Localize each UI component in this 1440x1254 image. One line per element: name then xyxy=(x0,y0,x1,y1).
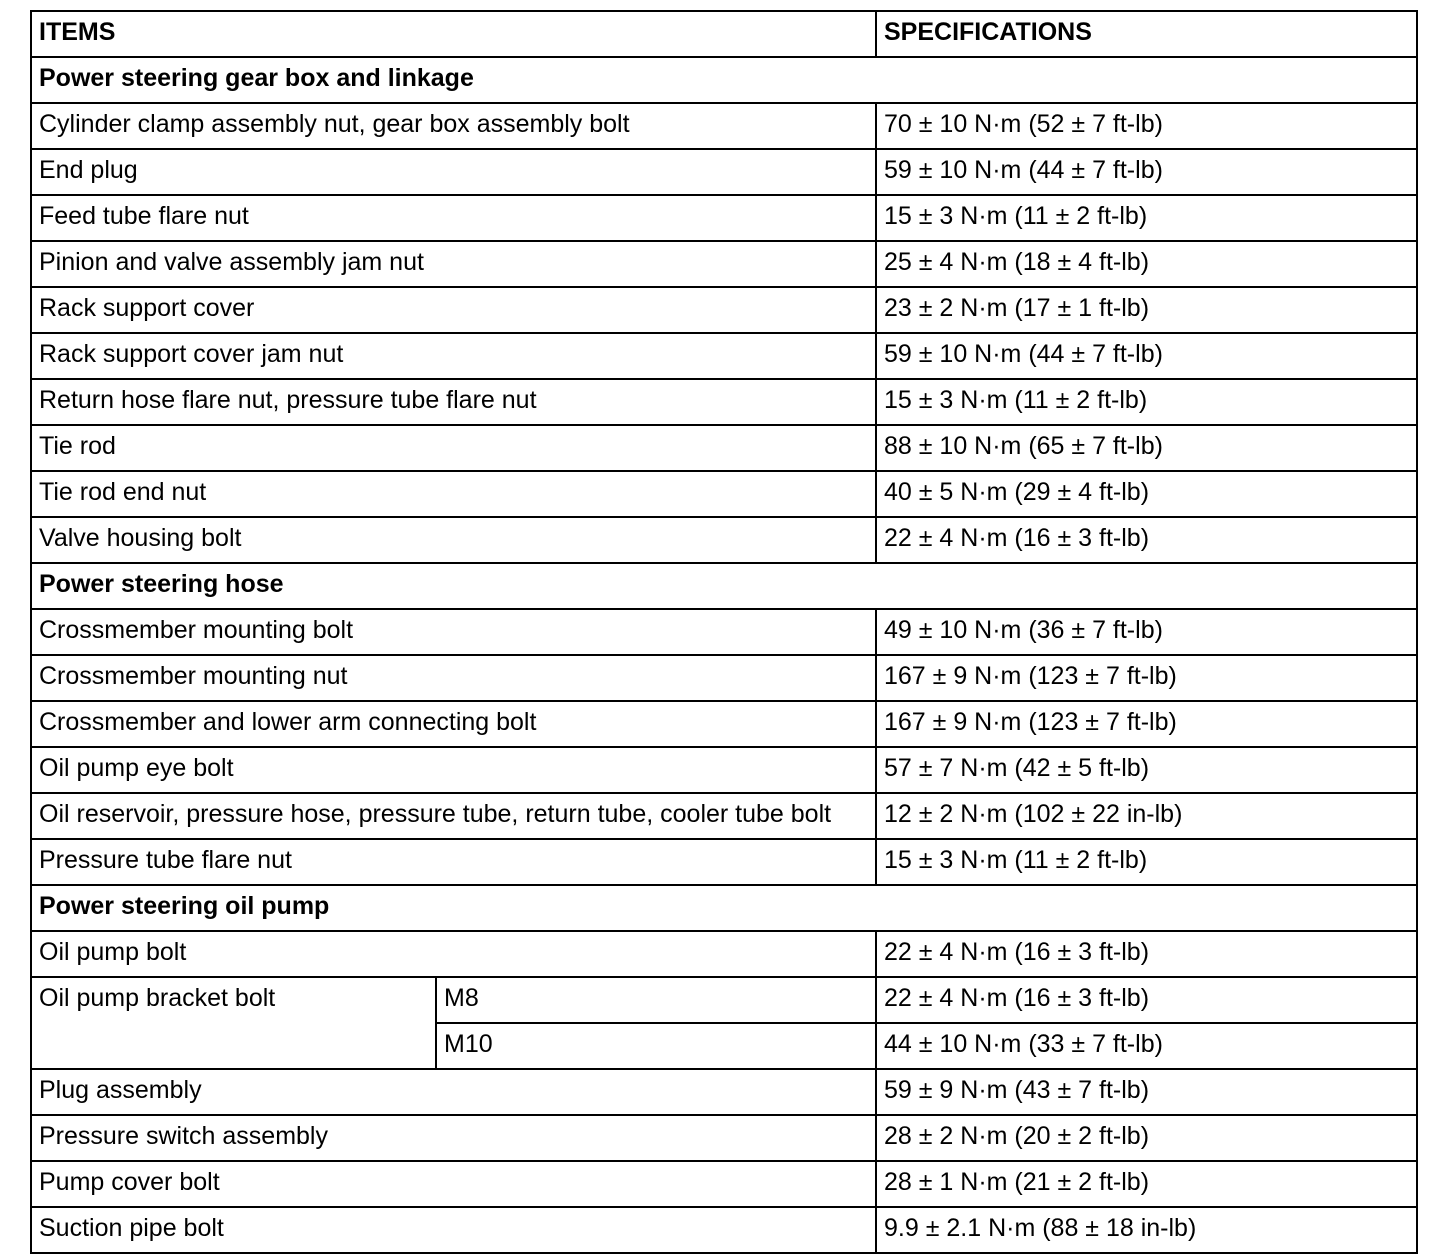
items-header: ITEMS xyxy=(31,11,876,57)
item-cell: Pressure switch assembly xyxy=(31,1115,876,1161)
item-cell: Suction pipe bolt xyxy=(31,1207,876,1253)
item-cell: Pump cover bolt xyxy=(31,1161,876,1207)
item-cell: Feed tube flare nut xyxy=(31,195,876,241)
table-row xyxy=(31,241,1417,287)
item-cell: Return hose flare nut, pressure tube flare nut xyxy=(31,379,876,425)
item-cell: Cylinder clamp assembly nut, gear box assembly bolt xyxy=(31,103,876,149)
table-row xyxy=(31,701,1417,747)
spec-cell: 88 ± 10 N·m (65 ± 7 ft-lb) xyxy=(876,425,1417,471)
spec-cell: 15 ± 3 N·m (11 ± 2 ft-lb) xyxy=(876,379,1417,425)
table-row xyxy=(31,1069,1417,1115)
specifications-header: SPECIFICATIONS xyxy=(876,11,1417,57)
item-cell: Valve housing bolt xyxy=(31,517,876,563)
item-cell: Tie rod end nut xyxy=(31,471,876,517)
spec-cell: 25 ± 4 N·m (18 ± 4 ft-lb) xyxy=(876,241,1417,287)
spec-cell: 49 ± 10 N·m (36 ± 7 ft-lb) xyxy=(876,609,1417,655)
table-row xyxy=(31,1115,1417,1161)
table-body xyxy=(31,11,1417,1253)
spec-cell: 44 ± 10 N·m (33 ± 7 ft-lb) xyxy=(876,1023,1417,1069)
size-cell: M10 xyxy=(436,1023,876,1069)
spec-cell: 59 ± 10 N·m (44 ± 7 ft-lb) xyxy=(876,149,1417,195)
table-row xyxy=(31,931,1417,977)
spec-cell: 15 ± 3 N·m (11 ± 2 ft-lb) xyxy=(876,839,1417,885)
item-cell: Oil pump eye bolt xyxy=(31,747,876,793)
section-title: Power steering oil pump xyxy=(31,885,1417,931)
spec-cell: 167 ± 9 N·m (123 ± 7 ft-lb) xyxy=(876,701,1417,747)
section-title: Power steering gear box and linkage xyxy=(31,57,1417,103)
table-row xyxy=(31,517,1417,563)
torque-spec-table xyxy=(30,10,1418,1254)
item-cell: Crossmember and lower arm connecting bolt xyxy=(31,701,876,747)
spec-cell: 28 ± 1 N·m (21 ± 2 ft-lb) xyxy=(876,1161,1417,1207)
table-row xyxy=(31,609,1417,655)
table-row xyxy=(31,1161,1417,1207)
spec-cell: 70 ± 10 N·m (52 ± 7 ft-lb) xyxy=(876,103,1417,149)
item-cell: Crossmember mounting nut xyxy=(31,655,876,701)
spec-cell: 40 ± 5 N·m (29 ± 4 ft-lb) xyxy=(876,471,1417,517)
spec-cell: 28 ± 2 N·m (20 ± 2 ft-lb) xyxy=(876,1115,1417,1161)
item-cell: Pressure tube flare nut xyxy=(31,839,876,885)
spec-cell: 22 ± 4 N·m (16 ± 3 ft-lb) xyxy=(876,517,1417,563)
table-row xyxy=(31,333,1417,379)
spec-cell: 59 ± 9 N·m (43 ± 7 ft-lb) xyxy=(876,1069,1417,1115)
spec-cell: 22 ± 4 N·m (16 ± 3 ft-lb) xyxy=(876,977,1417,1023)
item-cell: Oil pump bracket bolt xyxy=(31,977,436,1069)
item-cell: Rack support cover jam nut xyxy=(31,333,876,379)
item-cell: End plug xyxy=(31,149,876,195)
table-row xyxy=(31,839,1417,885)
spec-cell: 167 ± 9 N·m (123 ± 7 ft-lb) xyxy=(876,655,1417,701)
table-row xyxy=(31,1207,1417,1253)
item-cell: Oil pump bolt xyxy=(31,931,876,977)
spec-cell: 12 ± 2 N·m (102 ± 22 in-lb) xyxy=(876,793,1417,839)
spec-document xyxy=(30,10,1416,1254)
section-row xyxy=(31,563,1417,609)
spec-cell: 9.9 ± 2.1 N·m (88 ± 18 in-lb) xyxy=(876,1207,1417,1253)
header-row xyxy=(31,11,1417,57)
table-row xyxy=(31,471,1417,517)
spec-cell: 22 ± 4 N·m (16 ± 3 ft-lb) xyxy=(876,931,1417,977)
item-cell: Crossmember mounting bolt xyxy=(31,609,876,655)
table-row xyxy=(31,149,1417,195)
spec-cell: 59 ± 10 N·m (44 ± 7 ft-lb) xyxy=(876,333,1417,379)
table-row xyxy=(31,655,1417,701)
spec-cell: 57 ± 7 N·m (42 ± 5 ft-lb) xyxy=(876,747,1417,793)
section-title: Power steering hose xyxy=(31,563,1417,609)
table-row xyxy=(31,195,1417,241)
section-row xyxy=(31,885,1417,931)
item-cell: Plug assembly xyxy=(31,1069,876,1115)
size-cell: M8 xyxy=(436,977,876,1023)
spec-cell: 15 ± 3 N·m (11 ± 2 ft-lb) xyxy=(876,195,1417,241)
table-row xyxy=(31,747,1417,793)
item-cell: Pinion and valve assembly jam nut xyxy=(31,241,876,287)
item-cell: Oil reservoir, pressure hose, pressure tube, return tube, cooler tube bolt xyxy=(31,793,876,839)
table-row xyxy=(31,793,1417,839)
table-row xyxy=(31,287,1417,333)
table-row xyxy=(31,425,1417,471)
table-row xyxy=(31,379,1417,425)
spec-cell: 23 ± 2 N·m (17 ± 1 ft-lb) xyxy=(876,287,1417,333)
table-row xyxy=(31,977,1417,1023)
item-cell: Rack support cover xyxy=(31,287,876,333)
item-cell: Tie rod xyxy=(31,425,876,471)
table-row xyxy=(31,103,1417,149)
section-row xyxy=(31,57,1417,103)
